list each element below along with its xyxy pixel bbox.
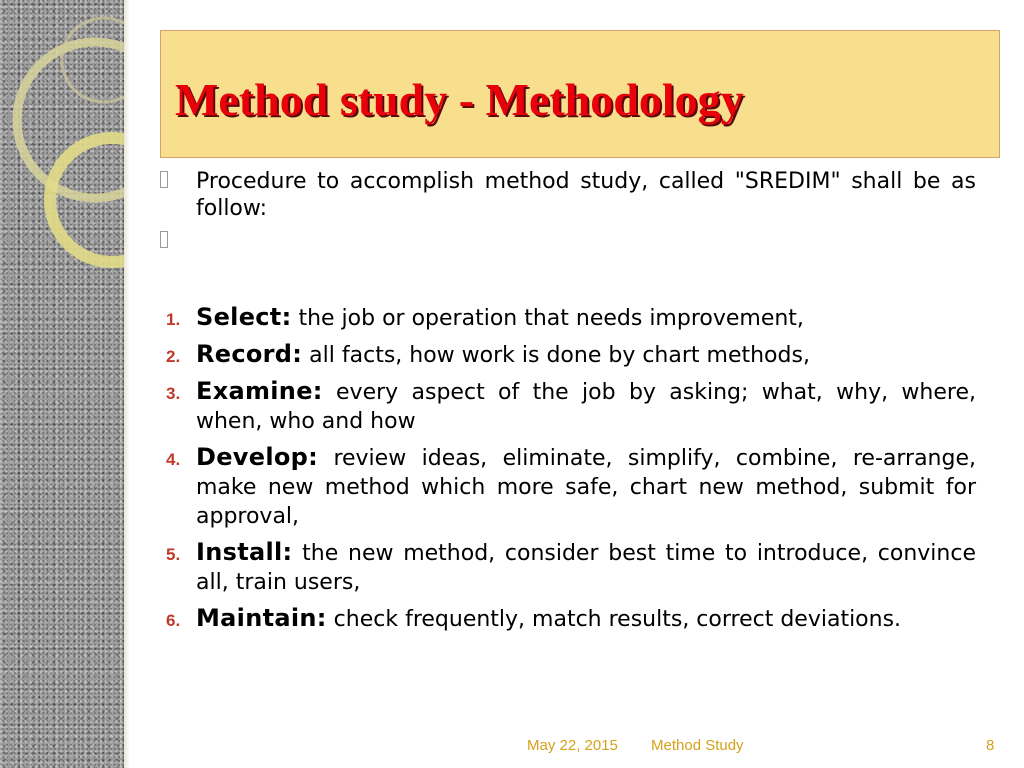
step-develop [158, 443, 976, 531]
step-number: 6. [166, 611, 181, 630]
step-text: review ideas, eliminate, simplify, combine, re-arrange, make new method which more safe, chart new method, submit for approval, [196, 446, 976, 529]
step-select [158, 303, 976, 333]
step-text: check frequently, match results, correct deviations. [326, 607, 902, 632]
footer-subject: Method Study [651, 737, 744, 754]
footer-page-number: 8 [986, 737, 995, 754]
slide-content [158, 168, 976, 650]
intro-bullet-text: Procedure to accomplish method study, called "SREDIM" shall be as follow: [196, 169, 976, 221]
slide-title: Method study - Methodology [175, 74, 744, 125]
step-number: 1. [166, 310, 181, 329]
step-term: Install: [196, 538, 293, 566]
step-maintain [158, 604, 976, 634]
step-term: Select: [196, 303, 292, 331]
step-number: 2. [166, 347, 181, 366]
step-examine [158, 377, 976, 436]
step-term: Record: [196, 340, 303, 368]
step-text: all facts, how work is done by chart methods, [302, 343, 810, 368]
empty-bullet [158, 228, 976, 255]
step-number: 4. [166, 450, 181, 469]
footer-date: May 22, 2015 [527, 737, 618, 754]
step-number: 3. [166, 384, 181, 403]
step-install [158, 538, 976, 597]
side-strip-edge [124, 0, 130, 768]
bullet-box-icon [160, 171, 168, 188]
step-term: Examine: [196, 377, 323, 405]
step-number: 5. [166, 545, 181, 564]
decorative-side-strip [0, 0, 124, 768]
step-text: the job or operation that needs improvement, [291, 306, 804, 331]
step-term: Develop: [196, 443, 319, 471]
decorative-rings-icon [0, 0, 124, 768]
sredim-steps-list [158, 303, 976, 634]
step-record [158, 340, 976, 370]
step-text: every aspect of the job by asking; what, why, where, when, who and how [196, 380, 976, 434]
intro-bullet [158, 168, 976, 222]
bullet-box-icon [160, 231, 168, 248]
title-box [160, 30, 1000, 158]
step-text: the new method, consider best time to introduce, convince all, train users, [196, 541, 976, 595]
step-term: Maintain: [196, 604, 327, 632]
